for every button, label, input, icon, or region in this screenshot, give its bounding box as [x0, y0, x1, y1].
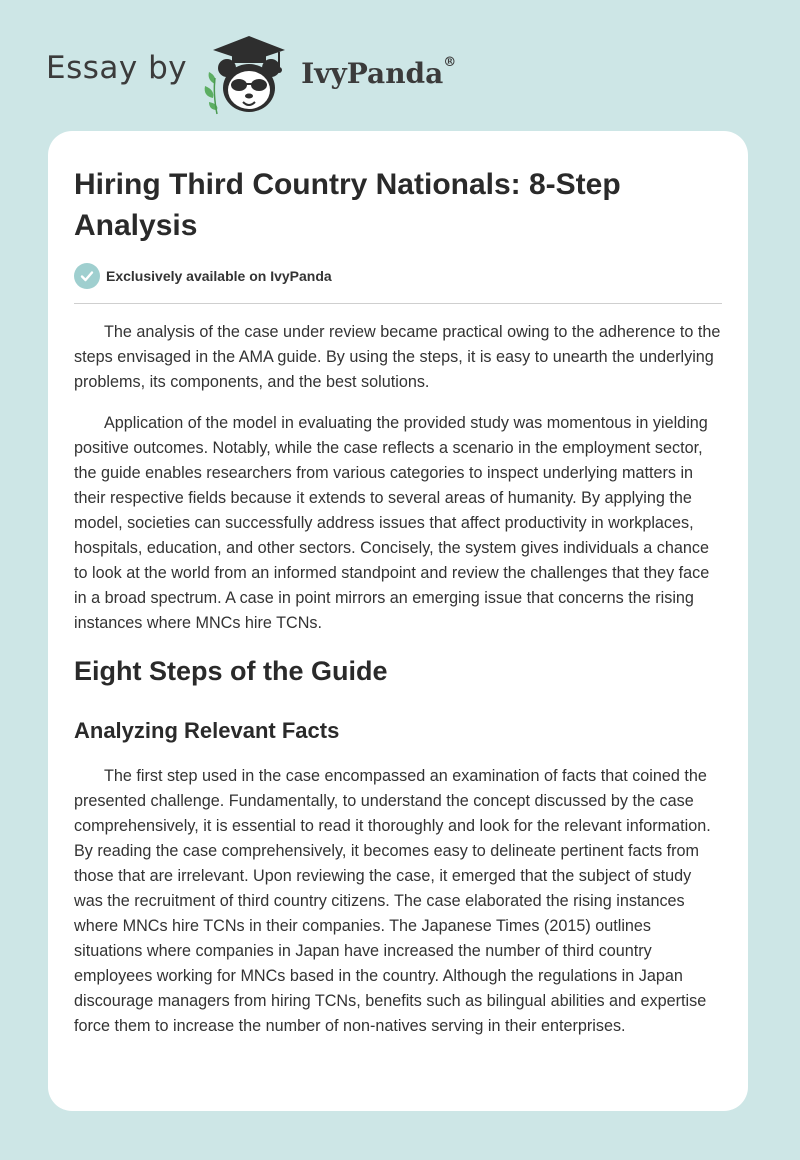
subsection-heading: Analyzing Relevant Facts — [74, 718, 340, 743]
registered-mark: ® — [443, 54, 457, 70]
panda-logo-icon[interactable] — [199, 28, 295, 118]
ivy-leaf-icon — [205, 72, 218, 114]
check-icon — [74, 263, 100, 289]
brand-name[interactable] — [301, 54, 457, 90]
exclusive-label: Exclusively available on IvyPanda — [106, 268, 332, 284]
brand-text: IvyPanda — [301, 56, 444, 90]
page-title: Hiring Third Country Nationals: 8-Step Analysis — [74, 168, 621, 242]
paragraph-application: Application of the model in evaluating the provided study was momentous in yielding positive outcomes. Notably, while the case reflects a scenario in the employment sector, the guide enables researchers from various categories to inspect underlying matters in their respective fields because it extends to several areas of humanity. By applying the model, societies can successfully address issues that affect productivity in workplaces, hospitals, education, and other sectors. Concisely, the system gives individuals a chance to look at the world from an informed standpoint and review the challenges that they face in a broad spectrum. A case in point mirrors an emerging issue that concerns the rising instances where MNCs hire TCNs. — [74, 414, 710, 632]
essay-by-label: Essay by — [46, 50, 188, 86]
paragraph-intro: The analysis of the case under review became practical owing to the adherence to the steps envisaged in the AMA guide. By using the steps, it is easy to unearth the underlying problems, its components, and the best solutions. — [74, 323, 721, 391]
exclusive-badge — [74, 263, 332, 289]
site-header — [46, 28, 456, 118]
paragraph-facts: The first step used in the case encompassed an examination of facts that coined the presented challenge. Fundamentally, to understand the concept discussed by the case comprehensively, it is essential to read it thoroughly and look for the relevant information. By reading the case comprehensively, it becomes easy to delineate pertinent facts from those that are irrelevant. Upon reviewing the case, it emerged that the subject of study was the recruitment of third country citizens. The case elaborated the rising instances where MNCs hire TCNs in their companies. The Japanese Times (2015) outlines situations where companies in Japan have increased the number of third country employees working for MNCs based in the country. Although the regulations in Japan discourage managers from hiring TCNs, benefits such as bilingual abilities and expertise force them to increase the number of non-natives serving in their enterprises. — [74, 767, 711, 1035]
article-card — [48, 131, 748, 1111]
section-heading: Eight Steps of the Guide — [74, 656, 388, 686]
divider — [74, 303, 722, 304]
